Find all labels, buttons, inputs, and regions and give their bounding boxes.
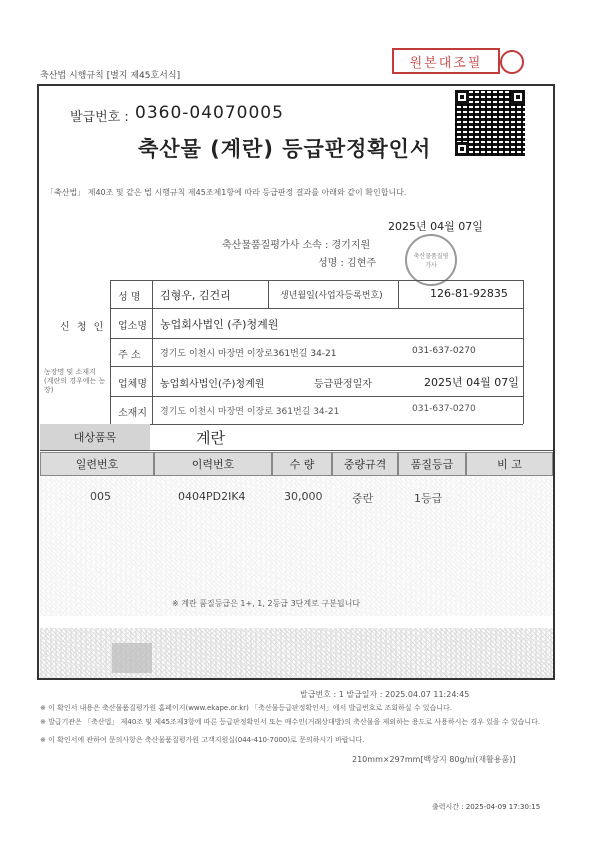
name-value: 김형우, 김건리 [160, 289, 231, 302]
target-item-label-cell [40, 424, 150, 450]
farm-note: 농장명 및 소재지 (계란의 경우에는 농장) [44, 368, 106, 394]
row-weight: 중란 [352, 492, 374, 505]
table-footnote: ※ 계란 품질등급은 1+, 1, 2등급 3단계로 구분됩니다 [172, 599, 361, 608]
footer-note-3: ※ 이 확인서에 관하여 문의사항은 축산물품질평가원 고객지원실(044-410-7000)로 문의하시기 바랍니다. [40, 736, 365, 744]
grading-company-value: 농업회사법인(주)청계원 [160, 379, 265, 390]
grading-company-label: 업체명 [118, 379, 147, 390]
security-pattern [40, 476, 553, 616]
grading-date-value: 2025년 04월 07일 [424, 376, 519, 389]
location-phone: 031-637-0270 [412, 404, 476, 414]
row-trace-number: 0404PD2IK4 [178, 490, 246, 503]
location-label: 소재지 [118, 408, 147, 419]
rule-note: 축산법 시행규칙 [별지 제45호서식] [40, 71, 181, 81]
row-grade: 1등급 [414, 492, 443, 505]
paper-size: 210mm×297mm[백상지 80g/㎡(재활용품)] [352, 755, 516, 764]
row-serial: 005 [90, 490, 111, 503]
footer-note-1: ※ 이 확인서 내용은 축산물품질평가원 홈페이지(www.ekape.or.kr) 「축산물등급판정확인서」에서 발급번호로 조회하실 수 있습니다. [40, 704, 453, 712]
grading-date-label: 등급판정일자 [314, 379, 372, 390]
printed-at: 출력시간 : 2025-04-09 17:30:15 [432, 803, 541, 811]
col-header-qty: 수 량 [272, 452, 332, 476]
biz-number-value: 126-81-92835 [430, 287, 508, 300]
location-value: 경기도 이천시 마장면 이장로 361번길 34-21 [160, 407, 340, 417]
issuer-name: 성명 : 김현주 [318, 258, 377, 269]
target-item-label: 대상품목 [73, 431, 117, 444]
original-copy-stamp [392, 48, 500, 74]
footer-note-2: ※ 발급기관은 「축산법」 제40조 및 제45조제3항에 따른 등급판정확인서 또는 매수인(거래상대방)의 축산물을 제외하는 용도로 사용하시는 경우 있을 수 있습니다. [40, 718, 541, 726]
issue-number: 0360-04070005 [135, 103, 284, 123]
original-copy-stamp-text: 원본대조필 [409, 55, 483, 71]
seal-icon [500, 50, 524, 74]
col-header-trace: 이력번호 [154, 452, 272, 476]
issuer-affiliation: 축산물품질평가사 소속 : 경기지원 [222, 240, 371, 251]
col-header-serial: 일련번호 [40, 452, 154, 476]
legal-basis: 「축산법」 제40조 및 같은 법 시행규칙 제45조제1항에 따라 등급판정 결과를 아래와 같이 확인합니다. [46, 188, 407, 197]
issue-label: 발급번호 : [70, 110, 129, 125]
col-header-weight: 중량규격 [332, 452, 398, 476]
target-item-value: 계란 [196, 429, 225, 447]
biz-number-label: 생년월일(사업자등록번호) [280, 291, 383, 301]
qr-code-icon [455, 90, 525, 156]
address-label: 주 소 [118, 350, 141, 361]
page-info: 발급번호 : 1 발급일자 : 2025.04.07 11:24:45 [300, 690, 470, 699]
name-label: 성 명 [118, 292, 141, 303]
farm-value: 농업회사법인 (주)청계원 [160, 318, 279, 331]
hologram-mark [112, 643, 152, 673]
document-title: 축산물 (계란) 등급판정확인서 [138, 137, 432, 161]
issue-date: 2025년 04월 07일 [388, 220, 483, 233]
col-header-grade: 품질등급 [398, 452, 466, 476]
col-header-remarks: 비 고 [466, 452, 553, 476]
row-quantity: 30,000 [284, 490, 323, 503]
farm-label: 업소명 [118, 321, 147, 332]
address-phone: 031-637-0270 [412, 346, 476, 356]
applicant-section-label: 신 청 인 [60, 322, 106, 333]
address-value: 경기도 이천시 마장면 이장로361번길 34-21 [160, 349, 337, 359]
issuer-seal-icon [405, 234, 457, 286]
issuer-seal-text: 축산물품질평가사 [413, 253, 449, 269]
